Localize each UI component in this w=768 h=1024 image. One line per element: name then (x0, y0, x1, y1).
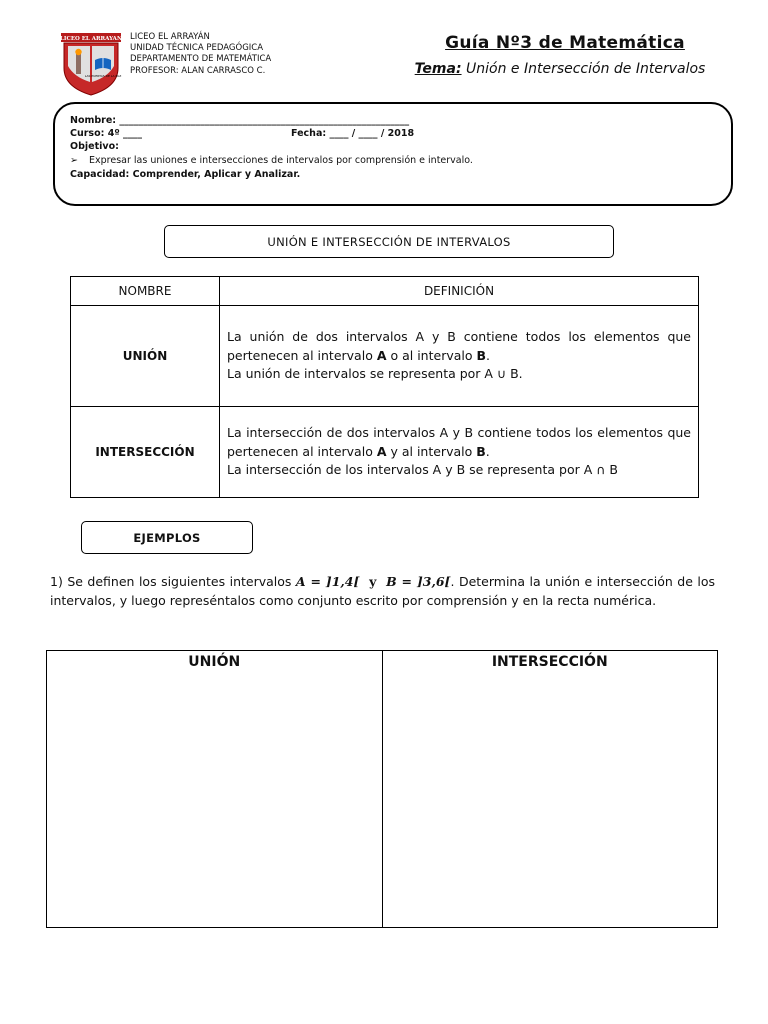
set-b: B = ]3,6[ (386, 574, 451, 589)
student-info-box (53, 102, 733, 206)
definition-paragraph (227, 424, 691, 461)
unit-name: UNIDAD TÉCNICA PEDAGÓGICA (130, 43, 264, 54)
row-definition-union (220, 306, 699, 407)
examples-box (81, 521, 253, 554)
department-name: DEPARTAMENTO DE MATEMÁTICA (130, 54, 272, 65)
definition-notation: La intersección de los intervalos A y B se representa por A ∩ B (227, 462, 618, 478)
header-definicion: DEFINICIÓN (220, 277, 699, 306)
intersection-column-header: INTERSECCIÓN (491, 654, 608, 670)
objective-label: Objetivo: (70, 141, 119, 152)
page-title: Guía Nº3 de Matemática (445, 33, 685, 53)
header-nombre: NOMBRE (71, 277, 220, 306)
definition-text: La intersección de dos intervalos A y B contiene todos los elementos que pertenecen al intervalo (227, 425, 691, 459)
teacher-name: PROFESOR: ALAN CARRASCO C. (130, 65, 266, 76)
set-a: A = ]1,4[ (295, 574, 360, 589)
table-header-row (71, 277, 699, 306)
definition-text: o al intervalo (386, 347, 477, 363)
capacity-text: Capacidad: Comprender, Aplicar y Analizar. (70, 169, 301, 180)
definition-text: . (485, 443, 490, 459)
problem-statement (50, 572, 715, 610)
name-field[interactable]: Nombre: _____________________________________________________________ (70, 115, 410, 126)
table-row (71, 306, 699, 407)
section-title-box (164, 225, 614, 258)
answer-table (46, 650, 718, 928)
topic-line (370, 61, 750, 77)
examples-label: EJEMPLOS (133, 530, 201, 545)
definition-notation: La unión de intervalos se representa por A ∪ B. (227, 366, 523, 382)
definitions-table (70, 276, 699, 498)
row-definition-intersection (220, 407, 699, 498)
school-crest-logo (60, 32, 122, 96)
definition-bold-a: A (376, 347, 387, 363)
table-row (71, 407, 699, 498)
bullet-arrow-icon: ➢ (70, 155, 78, 166)
set-connector: y (359, 574, 387, 589)
union-answer-area[interactable] (47, 651, 383, 927)
definition-paragraph (227, 328, 691, 365)
logo-banner-text: LICEO EL ARRAYAN (60, 36, 122, 42)
date-field[interactable]: Fecha: ____ / ____ / 2018 (291, 128, 415, 139)
problem-suffix: . Determina la unión e intersección de los intervalos, y luego represéntalos como conjunto escrito por comprensión y en la recta numérica. (50, 574, 716, 608)
row-name-intersection: INTERSECCIÓN (71, 407, 220, 498)
definition-bold-a: A (376, 443, 387, 459)
logo-motto: LAS PUERTAS DE LA PAZ (84, 74, 122, 78)
course-field[interactable]: Curso: 4º ____ (70, 128, 142, 139)
definition-bold-b: B (476, 347, 487, 363)
topic-text: Unión e Intersección de Intervalos (466, 61, 706, 77)
definition-bold-b: B (476, 443, 486, 459)
definition-text: y al intervalo (386, 443, 477, 459)
problem-prefix: 1) Se definen los siguientes intervalos (50, 574, 296, 589)
objective-item (70, 155, 473, 166)
definition-text: La unión de dos intervalos A y B contiene todos los elementos que pertenecen al intervalo (227, 329, 691, 363)
school-name: LICEO EL ARRAYÁN (130, 32, 210, 42)
row-name-union: UNIÓN (71, 306, 220, 407)
definition-text: . (486, 347, 490, 363)
topic-label: Tema: (414, 61, 462, 77)
intersection-answer-area[interactable] (383, 651, 718, 927)
objective-text: Expresar las uniones e intersecciones de intervalos por comprensión e intervalo. (89, 155, 473, 166)
union-column-header: UNIÓN (188, 654, 241, 670)
school-info (130, 32, 271, 77)
section-title: UNIÓN E INTERSECCIÓN DE INTERVALOS (267, 234, 511, 249)
